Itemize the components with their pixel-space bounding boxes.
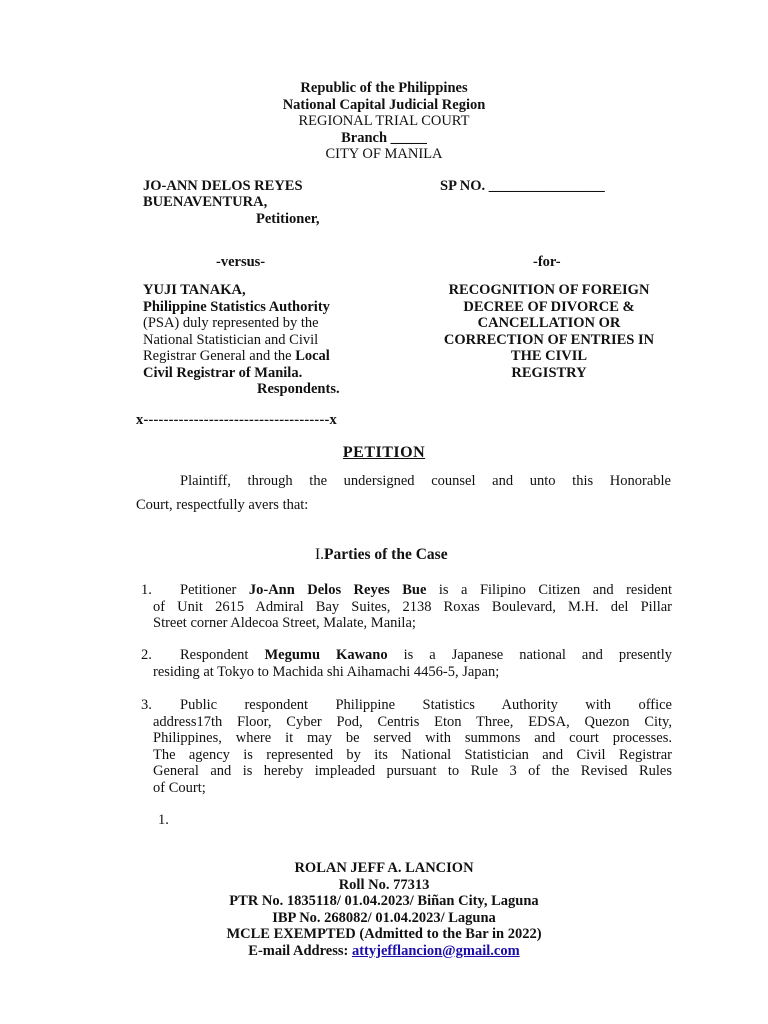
respondent-line-5 [143,348,375,365]
paragraph-2 [153,647,672,680]
case-nature-1: RECOGNITION OF FOREIGN [448,282,650,298]
paragraph-3-line-4: The agency is represented by its National Statistician and Civil Registrar [153,746,672,763]
paragraph-2-post: is a Japanese national and presently [387,647,672,663]
paragraph-1-line-2: of Unit 2615 Admiral Bay Suites, 2138 Roxas Boulevard, M.H. del Pillar [153,598,672,615]
ptr-number: PTR No. 1835118/ 01.04.2023/ Biñan City, Laguna [229,893,539,909]
respondent-lcr: Civil Registrar of Manila. [143,364,303,381]
respondent-psa: Philippine Statistics Authority [143,298,330,315]
versus-label: -versus- [216,254,266,270]
section-title: Parties of the Case [324,546,448,563]
respondent-line-5b: Local [295,348,330,364]
header-branch: Branch _____ [341,129,427,146]
case-nature-block [418,282,680,381]
paragraph-3-line-5: General and is hereby impleaded pursuant to Rule 3 of the Revised Rules [153,763,672,779]
paragraph-1-line-1 [153,582,672,599]
case-nature-5: THE CIVIL [510,348,588,364]
paragraph-1-post: is a Filipino Citizen and resident [426,582,672,598]
header-city: CITY OF MANILA [325,146,443,162]
intro-line-1: Plaintiff, through the undersigned counsel and unto this Honorable [180,473,671,489]
paragraph-3 [153,697,672,796]
paragraph-3-line-2: address17th Floor, Cyber Pod, Centris Eton Three, EDSA, Quezon City, [153,713,672,730]
paragraph-1-pre: Petitioner [180,582,249,598]
paragraph-1 [153,582,672,632]
paragraph-1-petitioner: Jo-Ann Delos Reyes Bue [248,582,427,598]
header-court: REGIONAL TRIAL COURT [298,113,470,129]
paragraph-2-line-2: residing at Tokyo to Machida shi Aihamachi 4456-5, Japan; [153,663,500,680]
header-republic: Republic of the Philippines [300,80,468,96]
mcle-status: MCLE EXEMPTED (Admitted to the Bar in 2022) [226,926,542,942]
paragraph-3-line-1: Public respondent Philippine Statistics Authority with office [180,697,672,713]
respondent-name: YUJI TANAKA, [143,282,246,298]
intro-line-2: Court, respectfully avers that: [136,497,309,513]
paragraph-3-number: 3. [141,697,152,713]
counsel-name: ROLAN JEFF A. LANCION [294,860,474,876]
case-nature-6: REGISTRY [511,364,587,381]
respondent-line-3: (PSA) duly represented by the [143,315,319,331]
court-header [0,80,768,163]
signature-block [0,860,768,959]
empty-list-item: 1. [158,812,169,828]
paragraph-2-line-1 [153,647,672,664]
email-label: E-mail Address: [248,942,352,959]
email-link[interactable]: attyjefflancion@gmail.com [351,942,520,959]
for-label: -for- [533,254,561,270]
paragraph-2-respondent: Megumu Kawano [264,647,388,663]
paragraph-3-line-6: of Court; [153,779,206,796]
paragraph-3-line-3: Philippines, where it may be served with summons and court processes. [153,730,672,746]
header-region: National Capital Judicial Region [282,96,486,113]
section-number: I. [315,546,325,563]
respondent-line-5a: Registrar General and the [143,348,296,364]
email-line [0,943,768,960]
paragraph-2-pre: Respondent [180,647,265,663]
paragraph-1-line-3: Street corner Aldecoa Street, Malate, Manila; [153,615,416,631]
sp-number: SP NO. ________________ [440,178,605,194]
section-heading [315,547,448,564]
respondents-role: Respondents. [257,381,340,397]
caption-separator: x-------------------------------------x [136,412,337,428]
petitioner-name-1: JO-ANN DELOS REYES [143,178,303,194]
respondents-block [143,282,375,398]
petitioner-role: Petitioner, [256,211,320,227]
paragraph-1-number: 1. [141,582,152,598]
case-nature-2: DECREE OF DIVORCE & [463,298,635,315]
document-title: PETITION [342,444,426,461]
respondent-line-4: National Statistician and Civil [143,331,319,348]
paragraph-2-number: 2. [141,647,152,663]
case-nature-4: CORRECTION OF ENTRIES IN [443,331,655,348]
petitioner-name-2: BUENAVENTURA, [143,194,268,210]
case-nature-3: CANCELLATION OR [477,315,621,331]
roll-number: Roll No. 77313 [338,876,430,893]
ibp-number: IBP No. 268082/ 01.04.2023/ Laguna [272,909,496,926]
